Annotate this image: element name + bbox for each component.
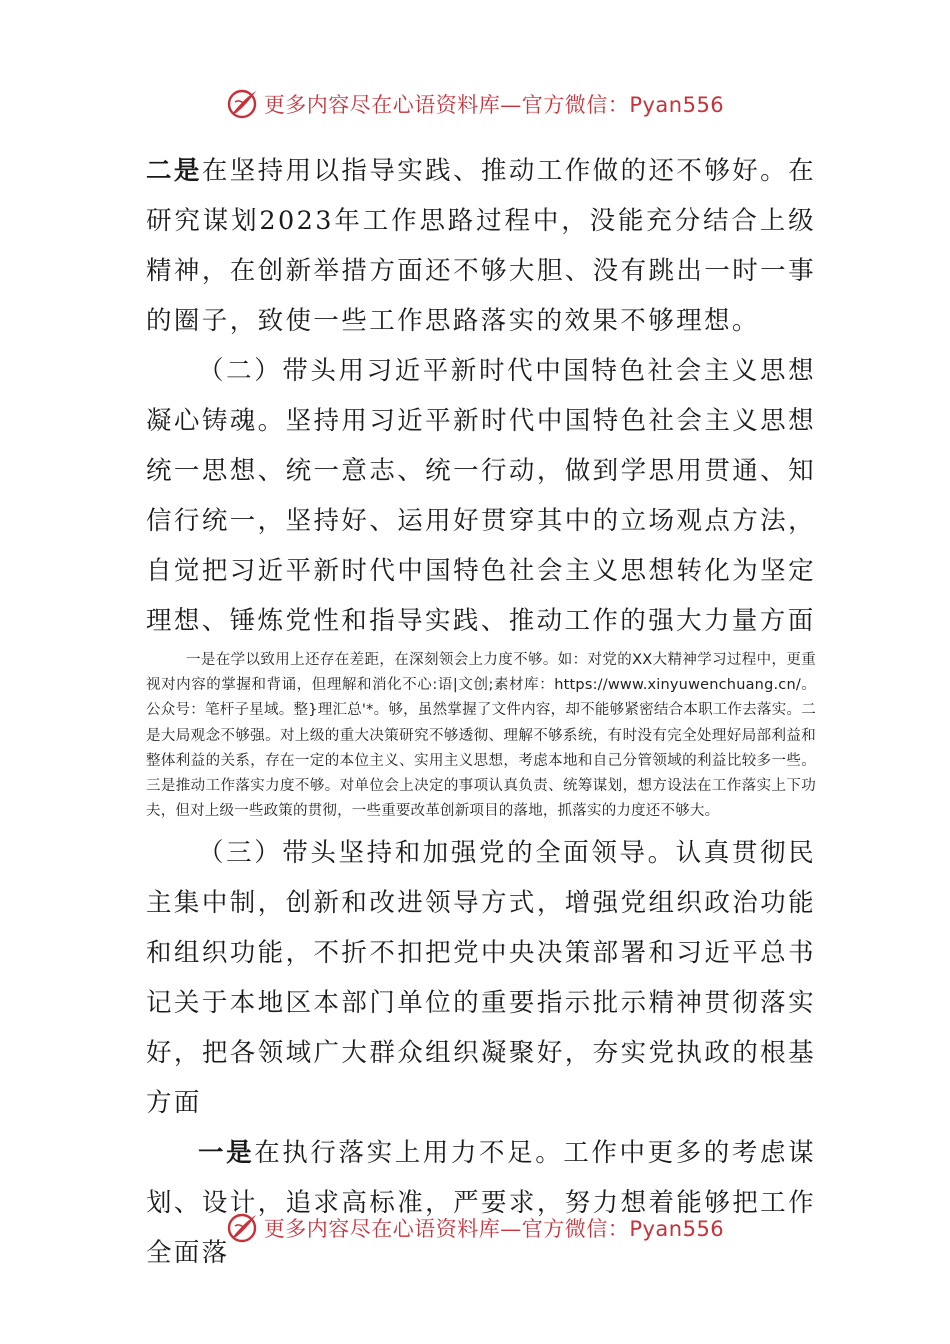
paragraph-1: 二是在坚持用以指导实践、推动工作做的还不够好。在研究谋划2023年工作思路过程中，没能充分结合上级精神，在创新举措方面还不够大胆、没有跳出一时一事的圈子，致使一些工作思路落实的效果不够理想。 xyxy=(146,156,816,336)
quill-logo-icon xyxy=(226,1211,260,1245)
footer-banner xyxy=(0,1208,950,1248)
paragraph-3-heading: （三）带头坚持和加强党的全面领导。认真贯彻民主集中制，创新和改进领导方式，增强党组织政治功能和组织功能，不折不扣把党中央决策部署和习近平总书记关于本地区本部门单位的重要指示批示精神贯彻落实好，把各领域广大群众组织凝聚好，夯实党执政的根基方面 xyxy=(146,838,816,1119)
header-banner xyxy=(0,84,950,124)
wechat-id: Pyan556 xyxy=(629,93,725,117)
banner-text: 更多内容尽在心语资料库—官方微信：Pyan556 xyxy=(263,1217,725,1241)
paragraph-4: 一是在执行落实上用力不足。工作中更多的考虑谋划、设计，追求高标准，严要求，努力想着能够把工作全面落 xyxy=(146,1138,816,1269)
paragraph-2-heading: （二）带头用习近平新时代中国特色社会主义思想凝心铸魂。坚持用习近平新时代中国特色社会主义思想统一思想、统一意志、统一行动，做到学思用贯通、知信行统一，坚持好、运用好贯穿其中的立场观点方法，自觉把习近平新时代中国特色社会主义思想转化为坚定理想、锤炼党性和指导实践、推动工作的强大力量方面 xyxy=(146,356,816,636)
paragraph-small-print: 一是在学以致用上还存在差距，在深刻领会上力度不够。如：对党的XX大精神学习过程中，更重视对内容的掌握和背诵，但理解和消化不心:语|文创;素材库：https://www.xinyuwenchuang.cn/。公众号：笔杆子星域。整}理汇总'*。够，虽然掌握了文件内容，却不能够紧密结合本职工作去落实。二是大局观念不够强。对上级的重大决策研究不够透彻、理解不够系统，有时没有完全处理好局部利益和整体利益的关系，存在一定的本位主义、实用主义思想，考虑本地和自己分管领域的利益比较多一些。三是推动工作落实力度不够。对单位会上决定的事项认真负责、统筹谋划，想方设法在工作落实上下功夫，但对上级一些政策的贯彻，一些重要改革创新项目的落地，抓落实的力度还不够大。 xyxy=(146,652,816,820)
quill-logo-icon xyxy=(226,87,260,121)
paragraph-1-lead: 二是 xyxy=(146,156,202,186)
document-body xyxy=(146,146,816,1278)
wechat-id: Pyan556 xyxy=(629,1217,725,1241)
paragraph-4-lead: 一是 xyxy=(198,1138,255,1169)
banner-text: 更多内容尽在心语资料库—官方微信：Pyan556 xyxy=(263,93,725,117)
